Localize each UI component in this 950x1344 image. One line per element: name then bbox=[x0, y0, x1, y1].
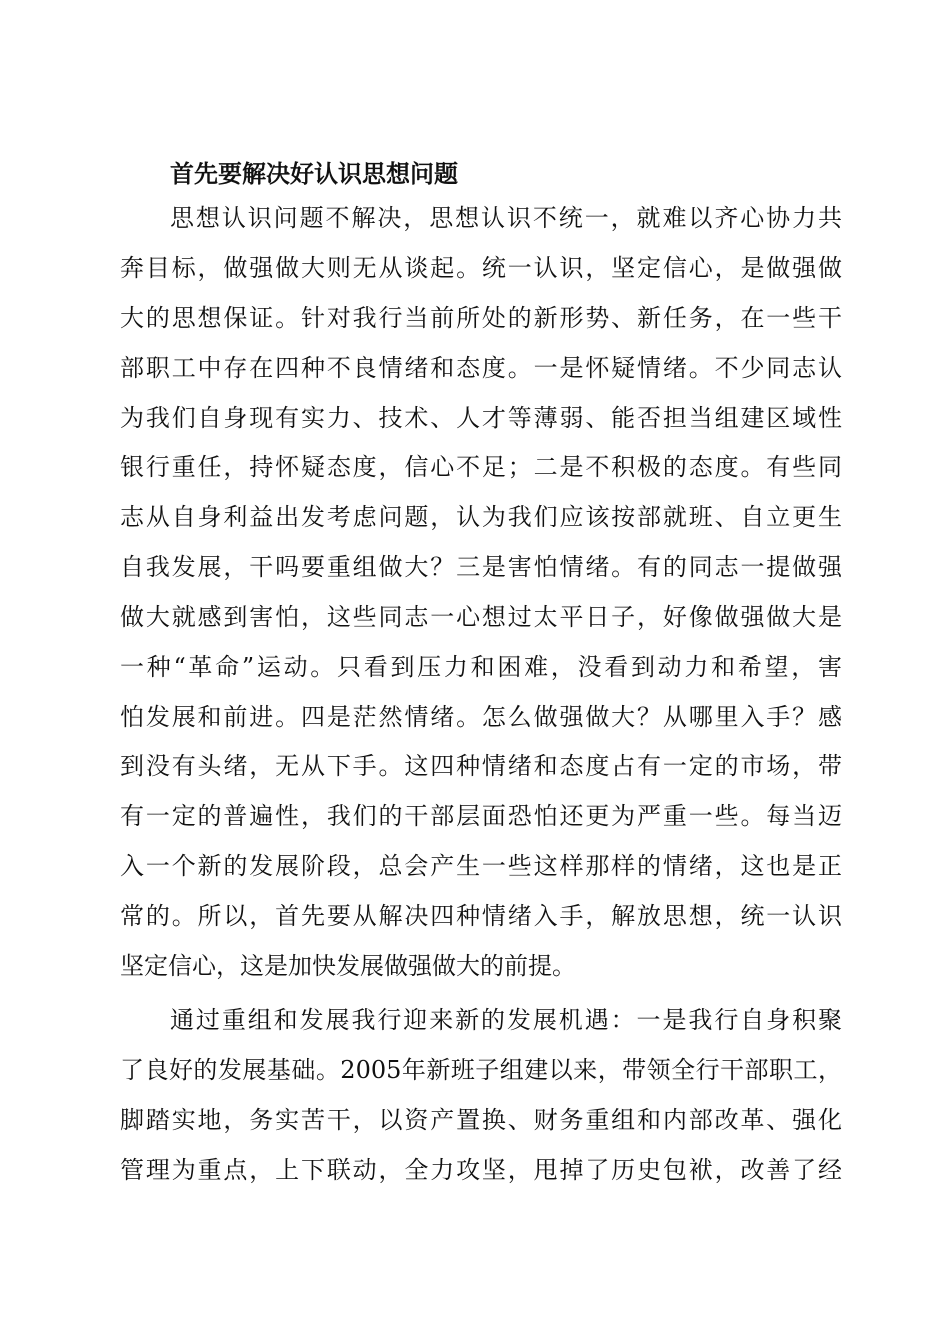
paragraph-line: 脚踏实地，务实苦干，以资产置换、财务重组和内部改革、强化 bbox=[120, 1106, 842, 1134]
paragraph-line: 管理为重点，上下联动，全力攻坚，甩掉了历史包袱，改善了经 bbox=[120, 1156, 842, 1184]
paragraph-line: 到没有头绪，无从下手。这四种情绪和态度占有一定的市场，带 bbox=[120, 752, 842, 780]
paragraph-line: 为我们自身现有实力、技术、人才等薄弱、能否担当组建区域性 bbox=[120, 404, 842, 432]
paragraph-line: 一种“革命”运动。只看到压力和困难，没看到动力和希望，害 bbox=[120, 653, 842, 681]
paragraph-line: 部职工中存在四种不良情绪和态度。一是怀疑情绪。不少同志认 bbox=[120, 354, 842, 382]
paragraph-line: 通过重组和发展我行迎来新的发展机遇：一是我行自身积聚 bbox=[170, 1006, 842, 1034]
paragraph-line: 奔目标，做强做大则无从谈起。统一认识，坚定信心，是做强做 bbox=[120, 254, 842, 282]
paragraph-line: 有一定的普遍性，我们的干部层面恐怕还更为严重一些。每当迈 bbox=[120, 802, 842, 830]
paragraph-line: 思想认识问题不解决，思想认识不统一，就难以齐心协力共 bbox=[170, 204, 842, 232]
paragraph-line: 做大就感到害怕，这些同志一心想过太平日子，好像做强做大是 bbox=[120, 603, 842, 631]
paragraph-line: 常的。所以，首先要从解决四种情绪入手，解放思想，统一认识 bbox=[120, 902, 842, 930]
section-heading: 首先要解决好认识思想问题 bbox=[170, 160, 458, 188]
paragraph-line: 坚定信心，这是加快发展做强做大的前提。 bbox=[120, 952, 576, 980]
paragraph-line: 大的思想保证。针对我行当前所处的新形势、新任务，在一些干 bbox=[120, 304, 842, 332]
paragraph-line: 志从自身利益出发考虑问题，认为我们应该按部就班、自立更生 bbox=[120, 503, 842, 531]
paragraph-line: 入一个新的发展阶段，总会产生一些这样那样的情绪，这也是正 bbox=[120, 852, 842, 880]
paragraph-line: 自我发展，干吗要重组做大？三是害怕情绪。有的同志一提做强 bbox=[120, 553, 842, 581]
paragraph-line: 银行重任，持怀疑态度，信心不足；二是不积极的态度。有些同 bbox=[120, 453, 842, 481]
paragraph-line: 了良好的发展基础。2005年新班子组建以来，带领全行干部职工， bbox=[120, 1056, 842, 1084]
paragraph-line: 怕发展和前进。四是茫然情绪。怎么做强做大？从哪里入手？感 bbox=[120, 703, 842, 731]
